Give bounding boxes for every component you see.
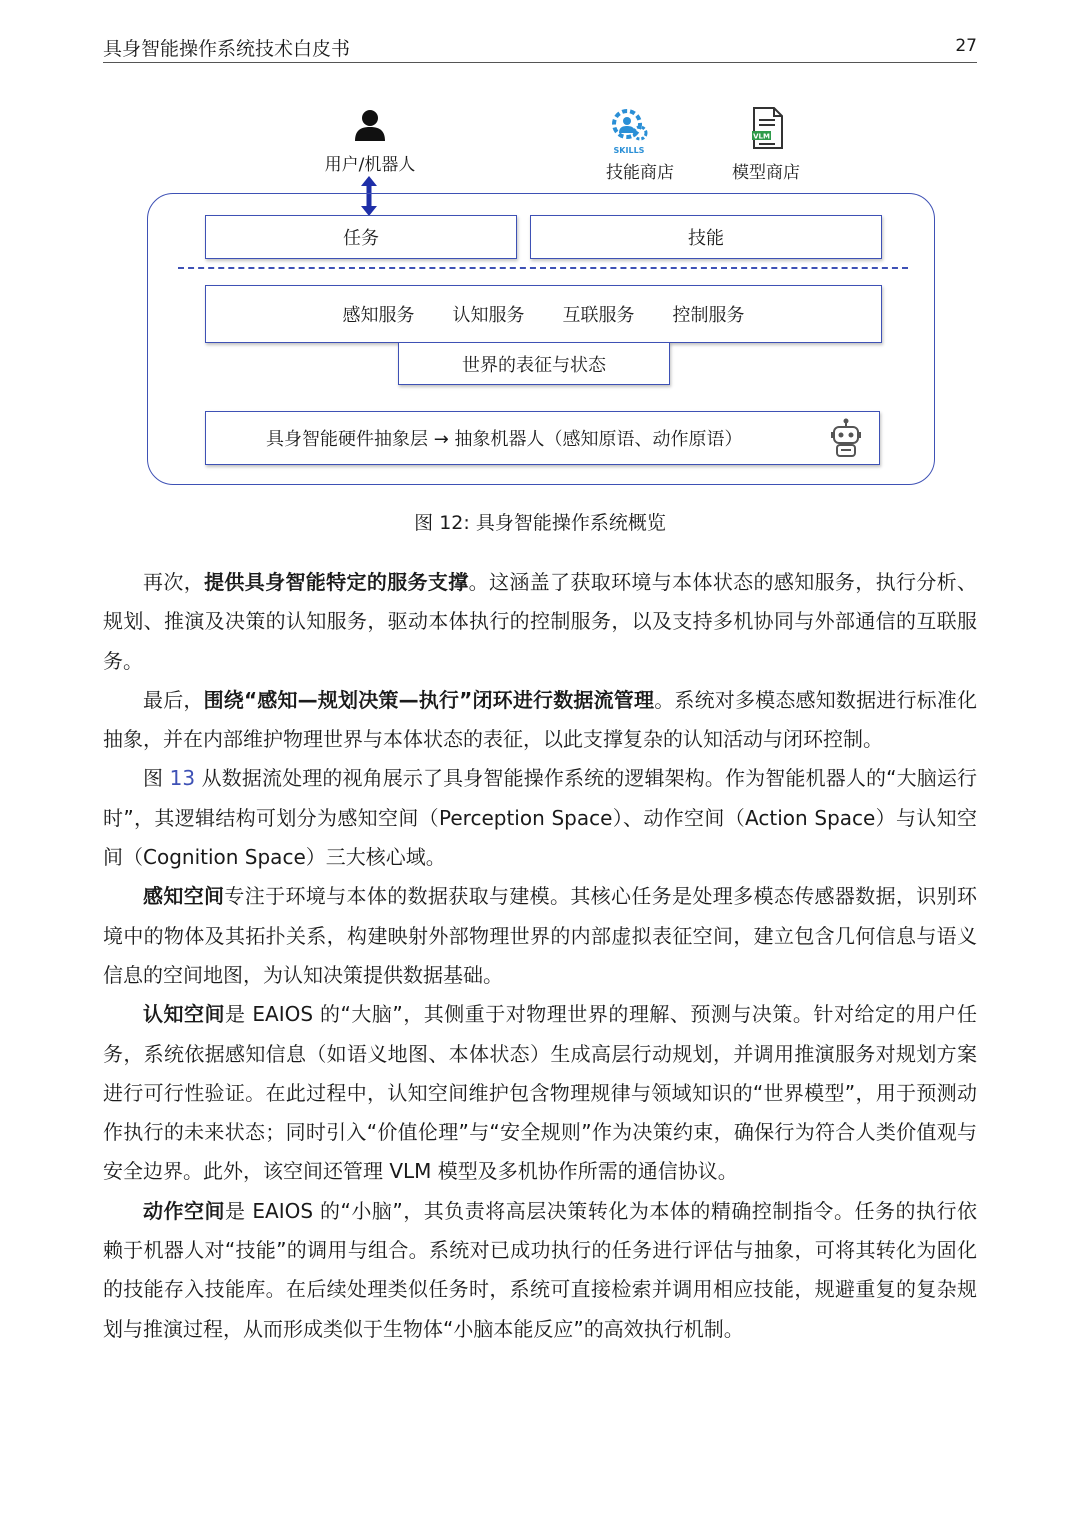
user-icon <box>353 108 387 142</box>
paragraph-2: 最后，围绕“感知—规划决策—执行”闭环进行数据流管理。系统对多模态感知数据进行标准化抽象，并在内部维护物理世界与本体状态的表征，以此支撑复杂的认知活动与闭环控制。 <box>103 687 978 752</box>
skills-icon-text: SKILLS <box>613 146 645 155</box>
task-box: 任务 <box>205 215 517 259</box>
architecture-diagram <box>0 0 1080 534</box>
services-box <box>205 285 882 343</box>
figure-caption: 图 12: 具身智能操作系统概览 <box>414 512 666 534</box>
paragraph-4: 感知空间专注于环境与本体的数据获取与建模。其核心任务是处理多模态传感器数据，识别环境中的物体及其拓扑关系，构建映射外部物理世界的内部虚拟表征空间，建立包含几何信息与语义信息的空间地图，为认知决策提供数据基础。 <box>103 884 978 987</box>
skill-store-label: 技能商店 <box>606 163 674 183</box>
vlm-icon-text: VLM <box>753 132 770 141</box>
paragraph-6: 动作空间是 EAIOS 的“小脑”，其负责将高层决策转化为本体的精确控制指令。任务的执行依赖于机器人对“技能”的调用与组合。系统对已成功执行的任务进行评估与抽象，可将其转化为固化的技能存入技能库。在后续处理类似任务时，系统可直接检索并调用相应技能，规避重复的复杂规划与推演过程，从而形成类似于生物体“小脑本能反应”的高效执行机制。 <box>103 1198 978 1341</box>
hal-label: 具身智能硬件抽象层 → 抽象机器人（感知原语、动作原语） <box>266 429 743 450</box>
interconnect-service-label: 互联服务 <box>562 305 635 326</box>
cognition-service-label: 认知服务 <box>452 305 525 326</box>
world-state-box: 世界的表征与状态 <box>398 342 670 385</box>
vlm-document-icon <box>751 106 785 150</box>
skills-gear-icon <box>609 106 649 156</box>
body-text <box>103 563 977 1349</box>
paragraph-5: 认知空间是 EAIOS 的“大脑”，其侧重于对物理世界的理解、预测与决策。针对给定的用户任务，系统依据感知信息（如语义地图、本体状态）生成高层行动规划，并调用推演服务对规划方案进行可行性验证。在此过程中，认知空间维护包含物理规律与领域知识的“世界模型”，用于预测动作执行的未来状态；同时引入“价值伦理”与“安全规则”作为决策约束，确保行为符合人类价值观与安全边界。此外，该空间还管理 VLM 模型及多机协作所需的通信协议。 <box>103 1002 978 1184</box>
perception-service-label: 感知服务 <box>342 305 415 326</box>
figure-13-link[interactable]: 13 <box>169 766 196 791</box>
user-robot-label: 用户/机器人 <box>324 155 416 175</box>
skill-box: 技能 <box>530 215 882 259</box>
control-service-label: 控制服务 <box>672 305 745 326</box>
page-number: 27 <box>955 36 977 56</box>
model-store-label: 模型商店 <box>732 163 800 183</box>
document-title: 具身智能操作系统技术白皮书 <box>103 38 351 60</box>
separator-line <box>178 267 908 269</box>
paragraph-3: 图 13 从数据流处理的视角展示了具身智能操作系统的逻辑架构。作为智能机器人的“大脑运行时”，其逻辑结构可划分为感知空间（Perception Space）、动作空间（Action Space）与认知空间（Cognition Space）三大核心域。 <box>103 766 977 870</box>
robot-icon <box>829 418 863 458</box>
hal-box <box>205 411 880 465</box>
paragraph-1: 再次，提供具身智能特定的服务支撑。这涵盖了获取环境与本体状态的感知服务，执行分析、规划、推演及决策的认知服务，驱动本体执行的控制服务，以及支持多机协同与外部通信的互联服务。 <box>103 570 978 673</box>
